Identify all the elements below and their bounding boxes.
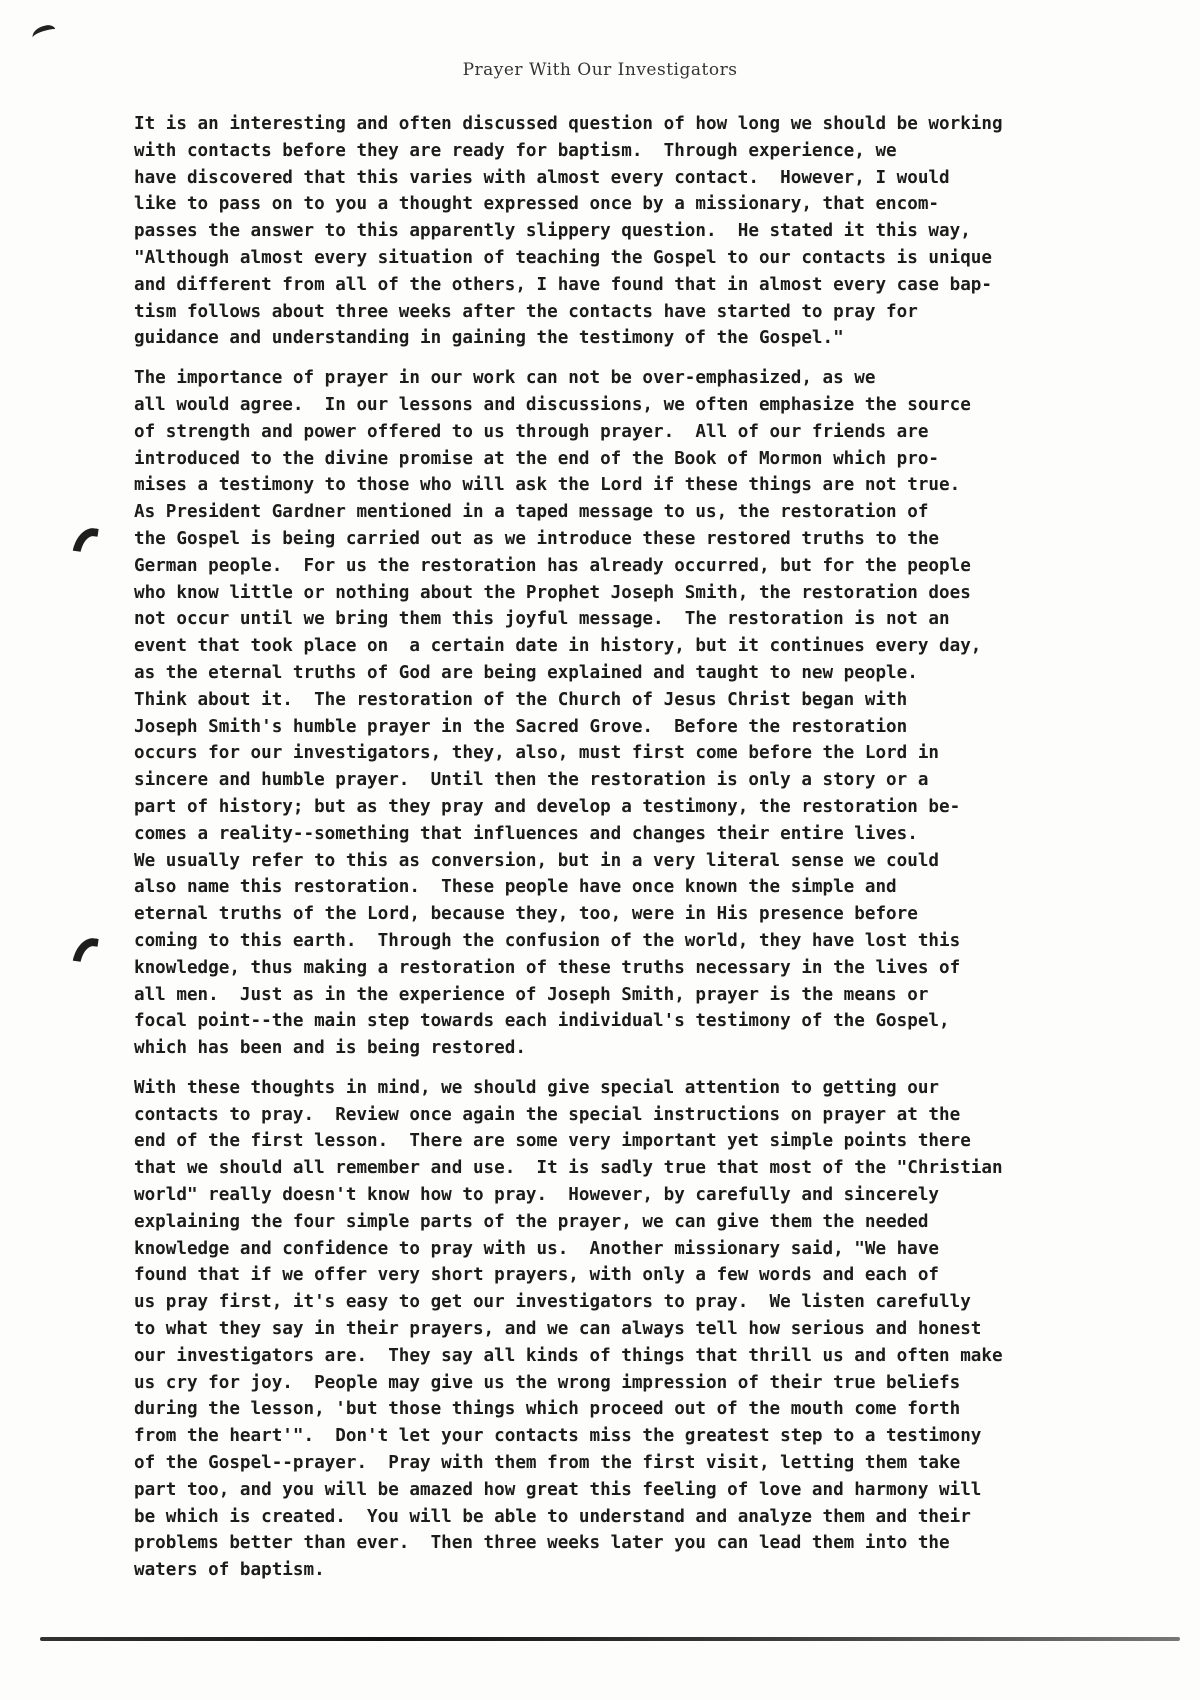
document-body <box>134 111 1124 1584</box>
text-line: found that if we offer very short prayers, with only a few words and each of <box>134 1265 940 1286</box>
text-line: As President Gardner mentioned in a taped message to us, the restoration of <box>134 502 929 523</box>
text-line: mises a testimony to those who will ask the Lord if these things are not true. <box>134 475 961 496</box>
paragraph <box>134 365 1124 1062</box>
binder-hole-top <box>68 526 113 587</box>
text-line: part too, and you will be amazed how great this feeling of love and harmony will <box>134 1479 982 1500</box>
text-line: also name this restoration. These people have once known the simple and <box>134 877 897 898</box>
text-line: and different from all of the others, I have found that in almost every case bap- <box>134 274 992 295</box>
text-line: tism follows about three weeks after the contacts have started to pray for <box>134 301 918 322</box>
text-line: problems better than ever. Then three weeks later you can lead them into the <box>134 1533 950 1554</box>
text-line: that we should all remember and use. It is sadly true that most of the "Christian <box>134 1158 1003 1179</box>
text-line: coming to this earth. Through the confusion of the world, they have lost this <box>134 930 961 951</box>
text-line: We usually refer to this as conversion, but in a very literal sense we could <box>134 850 940 871</box>
text-line: occurs for our investigators, they, also, must first come before the Lord in <box>134 743 940 764</box>
binder-hole-bottom <box>68 936 113 997</box>
text-line: during the lesson, 'but those things which proceed out of the mouth come forth <box>134 1399 961 1420</box>
text-line: With these thoughts in mind, we should give special attention to getting our <box>134 1077 940 1098</box>
text-line: waters of baptism. <box>134 1560 325 1581</box>
text-line: the Gospel is being carried out as we introduce these restored truths to the <box>134 528 940 549</box>
text-line: with contacts before they are ready for baptism. Through experience, we <box>134 140 897 161</box>
paragraph <box>134 1075 1124 1584</box>
text-line: knowledge and confidence to pray with us. Another missionary said, "We have <box>134 1238 940 1259</box>
corner-pen-mark <box>31 23 58 43</box>
text-line: part of history; but as they pray and develop a testimony, the restoration be- <box>134 796 961 817</box>
text-line: Joseph Smith's humble prayer in the Sacred Grove. Before the restoration <box>134 716 908 737</box>
text-line: of the Gospel--prayer. Pray with them from the first visit, letting them take <box>134 1453 961 1474</box>
text-line: sincere and humble prayer. Until then the restoration is only a story or a <box>134 770 929 791</box>
text-line: explaining the four simple parts of the prayer, we can give them the needed <box>134 1211 929 1232</box>
text-line: eternal truths of the Lord, because they, too, were in His presence before <box>134 904 918 925</box>
text-line: to what they say in their prayers, and we can always tell how serious and honest <box>134 1319 982 1340</box>
text-line: It is an interesting and often discussed question of how long we should be working <box>134 114 1003 134</box>
document-title: Prayer With Our Investigators <box>462 60 738 80</box>
paragraph-gap <box>134 1062 1124 1075</box>
text-line: as the eternal truths of God are being explained and taught to new people. <box>134 662 918 683</box>
text-line: not occur until we bring them this joyful message. The restoration is not an <box>134 609 950 630</box>
text-line: comes a reality--something that influences and changes their entire lives. <box>134 823 918 844</box>
text-line: all men. Just as in the experience of Joseph Smith, prayer is the means or <box>134 984 929 1005</box>
text-line: knowledge, thus making a restoration of these truths necessary in the lives of <box>134 957 961 978</box>
text-line: of strength and power offered to us through prayer. All of our friends are <box>134 421 929 442</box>
text-line: be which is created. You will be able to understand and analyze them and their <box>134 1506 971 1527</box>
text-line: us cry for joy. People may give us the wrong impression of their true beliefs <box>134 1372 961 1393</box>
text-line: from the heart'". Don't let your contacts miss the greatest step to a testimony <box>134 1426 982 1447</box>
text-line: The importance of prayer in our work can not be over-emphasized, as we <box>134 368 876 389</box>
text-line: our investigators are. They say all kinds of things that thrill us and often make <box>134 1345 1003 1366</box>
text-line: who know little or nothing about the Prophet Joseph Smith, the restoration does <box>134 582 971 603</box>
text-line: passes the answer to this apparently slippery question. He stated it this way, <box>134 221 971 242</box>
page-bottom-edge <box>40 1637 1180 1641</box>
paragraph-gap <box>134 352 1124 365</box>
text-line: all would agree. In our lessons and discussions, we often emphasize the source <box>134 394 971 415</box>
text-line: contacts to pray. Review once again the special instructions on prayer at the <box>134 1104 961 1125</box>
text-line: have discovered that this varies with almost every contact. However, I would <box>134 167 950 188</box>
text-line: world" really doesn't know how to pray. However, by carefully and sincerely <box>134 1185 940 1206</box>
text-line: "Although almost every situation of teaching the Gospel to our contacts is unique <box>134 247 992 268</box>
text-line: focal point--the main step towards each individual's testimony of the Gospel, <box>134 1011 950 1032</box>
text-line: guidance and understanding in gaining the testimony of the Gospel." <box>134 328 844 349</box>
text-line: end of the first lesson. There are some very important yet simple points there <box>134 1131 971 1152</box>
text-line: introduced to the divine promise at the end of the Book of Mormon which pro- <box>134 448 940 469</box>
text-line: Think about it. The restoration of the Church of Jesus Christ began with <box>134 689 908 710</box>
text-line: event that took place on a certain date in history, but it continues every day, <box>134 636 982 657</box>
text-line: which has been and is being restored. <box>134 1038 526 1059</box>
text-line: us pray first, it's easy to get our investigators to pray. We listen carefully <box>134 1292 971 1313</box>
text-line: like to pass on to you a thought expressed once by a missionary, that encom- <box>134 194 940 215</box>
text-line: German people. For us the restoration has already occurred, but for the people <box>134 555 971 576</box>
paragraph <box>134 111 1124 352</box>
